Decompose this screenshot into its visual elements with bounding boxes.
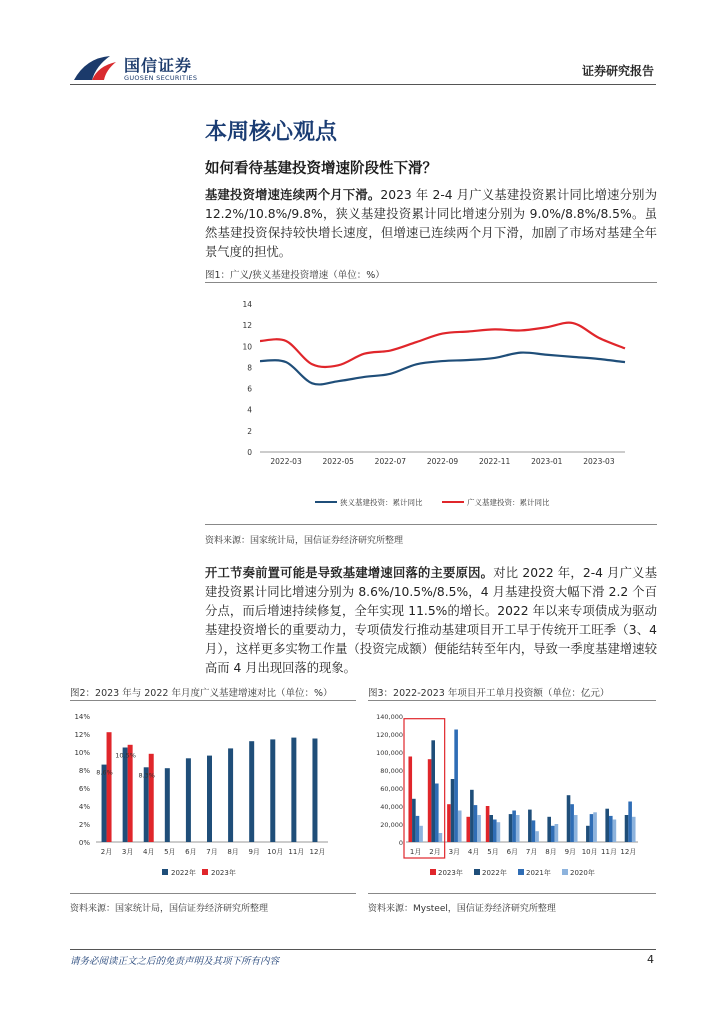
fig2-top-rule — [70, 700, 356, 701]
fig2-bar-2022 — [165, 768, 170, 842]
subtitle: 如何看待基建投资增速阶段性下滑？ — [205, 161, 437, 177]
fig2-legend-label-2022: 2022年 — [171, 869, 196, 877]
fig3-legend-swatch-2021年 — [518, 869, 524, 875]
fig3-bar-2021年 — [590, 814, 594, 842]
fig1-x-tick-label: 2023-01 — [531, 457, 563, 466]
fig2-x-tick-label: 9月 — [248, 848, 260, 856]
fig2-x-tick-label: 4月 — [142, 848, 155, 856]
fig2-y-tick-label: 2% — [78, 821, 90, 829]
fig1-y-tick-label: 10 — [242, 342, 252, 352]
fig3-bar-2022年 — [489, 815, 493, 842]
paragraph-1-body: 2023 年 2-4 月广义基建投资累计同比增速分别为 12.2%/10.8%/9.8%，狭义基建投资累计同比增速分别为 9.0%/8.8%/8.5%。虽然基建投资保持较快增长速度，但增速已连续两个月下滑，加剧了市场对基建全年景气度的担忧。 — [205, 188, 657, 259]
fig3-bar-2020年 — [613, 820, 617, 843]
page-number: 4 — [647, 953, 654, 966]
fig1-x-tick-label: 2022-09 — [426, 457, 459, 466]
paragraph-1-lead: 基建投资增速连续两个月下滑。 — [205, 188, 381, 202]
fig3-bar-2022年 — [509, 814, 513, 842]
fig3-x-tick-label: 9月 — [564, 848, 577, 856]
fig3-bar-2021年 — [609, 816, 613, 842]
fig3-x-tick-label: 3月 — [448, 848, 461, 856]
fig3-bar-2023年 — [408, 757, 412, 843]
fig1-y-tick-label: 0 — [247, 448, 252, 457]
fig3-x-tick-label: 6月 — [506, 848, 519, 856]
fig1-legend-label-narrow: 狭义基建投资：累计同比 — [340, 498, 423, 507]
fig2-bar-2022 — [270, 739, 275, 842]
fig1-line-chart — [205, 288, 657, 518]
fig1-x-tick-label: 2022-11 — [478, 457, 511, 466]
fig2-bar-2023 — [149, 754, 154, 842]
fig2-bar-2022 — [123, 748, 128, 843]
fig3-bar-2020年 — [497, 822, 501, 842]
fig3-bar-2021年 — [435, 784, 439, 843]
fig3-x-tick-label: 7月 — [525, 848, 538, 856]
fig3-bar-2021年 — [474, 805, 478, 842]
fig3-bar-2021年 — [570, 804, 574, 842]
fig2-bar-chart — [70, 706, 356, 888]
fig1-y-tick-label: 4 — [247, 405, 252, 415]
fig3-bar-2022年 — [528, 810, 532, 842]
fig3-y-tick-label: 0 — [398, 839, 403, 847]
fig3-legend-label-2021年: 2021年 — [526, 869, 551, 877]
fig3-top-rule — [368, 700, 656, 701]
fig1-x-tick-label: 2023-03 — [583, 457, 615, 466]
fig3-bar-2020年 — [593, 812, 597, 842]
fig2-data-label: 8.3% — [138, 771, 155, 780]
fig1-legend-label-broad: 广义基建投资：累计同比 — [467, 498, 550, 507]
fig3-legend-label-2023年: 2023年 — [438, 869, 463, 877]
fig2-bar-2022 — [291, 738, 296, 842]
fig1-x-tick-label: 2022-07 — [374, 457, 407, 466]
fig3-bottom-rule — [368, 893, 656, 894]
fig2-x-tick-label: 10月 — [267, 848, 284, 856]
fig1-series-line-narrow — [260, 353, 625, 385]
fig2-bar-2022 — [186, 758, 191, 842]
fig2-caption: 图2：2023 年与 2022 年月度广义基建增速对比（单位：%） — [70, 688, 333, 699]
fig2-y-tick-label: 12% — [74, 731, 90, 739]
fig3-bar-2022年 — [547, 817, 551, 842]
footer-disclaimer: 请务必阅读正文之后的免责声明及其项下所有内容 — [70, 956, 280, 967]
fig1-y-tick-label: 14 — [242, 300, 252, 309]
company-name-cn: 国信证券 — [124, 56, 193, 75]
paragraph-2-lead: 开工节奏前置可能是导致基建增速回落的主要原因。 — [205, 566, 494, 580]
fig3-y-tick-label: 40,000 — [380, 803, 403, 811]
company-name-en: GUOSEN SECURITIES — [124, 74, 198, 82]
fig2-source: 资料来源：国家统计局，国信证券经济研究所整理 — [70, 904, 269, 914]
fig3-x-tick-label: 10月 — [581, 848, 598, 856]
fig2-x-tick-label: 11月 — [288, 848, 305, 856]
section-title: 本周核心观点 — [205, 120, 338, 145]
fig3-caption: 图3：2022-2023 年项目开工单月投资额（单位：亿元） — [368, 688, 610, 699]
fig1-caption: 图1：广义/狭义基建投资增速（单位：%） — [205, 270, 385, 281]
fig2-legend-label-2023: 2023年 — [211, 869, 236, 877]
paragraph-2-body: 对比 2022 年，2-4 月广义基建投资累计同比增速分别为 8.6%/10.5%/8.5%，4 月基建投资大幅下滑 2.2 个百分点，而后增速持续修复，全年实现 11.5%的增长。2022 年以来专项债成为驱动基建投资增长的重要动力，专项债发行推动基建项目开工早于传统开工旺季（3、4 月），这样更多实物工作量（投资完成额）便能结转至年内，导致一季度基建增速较高而 4 月出现回落的现象。 — [205, 566, 657, 675]
fig2-data-label: 8.6% — [96, 768, 113, 777]
fig3-bar-2021年 — [512, 811, 516, 843]
fig3-legend-swatch-2022年 — [474, 869, 480, 875]
fig3-bar-2020年 — [555, 824, 559, 842]
header-divider — [70, 84, 656, 85]
fig2-x-tick-label: 8月 — [227, 848, 239, 856]
fig3-x-tick-label: 5月 — [487, 848, 499, 856]
fig3-bar-2023年 — [447, 804, 451, 842]
fig2-y-tick-label: 8% — [78, 767, 90, 775]
logo-mark-icon — [70, 52, 120, 84]
fig3-bar-2023年 — [486, 806, 490, 842]
paragraph-2 — [205, 564, 657, 678]
fig3-x-tick-label: 8月 — [545, 848, 557, 856]
fig3-bar-2022年 — [431, 740, 435, 842]
report-type: 证券研究报告 — [581, 64, 654, 78]
fig2-y-tick-label: 6% — [78, 785, 90, 793]
fig2-legend-swatch-2023 — [202, 869, 208, 875]
fig3-legend-label-2020年: 2020年 — [570, 869, 595, 877]
fig2-y-tick-label: 4% — [78, 803, 90, 811]
fig2-bar-2022 — [207, 756, 212, 842]
fig3-bar-2021年 — [551, 826, 555, 842]
fig3-bar-2023年 — [428, 759, 432, 842]
fig2-x-tick-label: 7月 — [206, 848, 218, 856]
fig2-legend-swatch-2022 — [162, 869, 168, 875]
fig2-y-tick-label: 0% — [78, 839, 90, 847]
fig3-bar-2020年 — [535, 831, 539, 842]
fig3-bar-2020年 — [632, 817, 636, 842]
fig2-x-tick-label: 12月 — [309, 848, 326, 856]
footer-divider — [70, 949, 656, 950]
fig1-x-tick-label: 2022-03 — [270, 457, 302, 466]
fig3-bar-2020年 — [574, 815, 578, 842]
fig3-x-tick-label: 11月 — [601, 848, 617, 856]
fig3-legend-swatch-2023年 — [430, 869, 436, 875]
fig3-y-tick-label: 120,000 — [376, 731, 403, 739]
fig3-bar-2022年 — [567, 795, 571, 842]
fig3-y-tick-label: 140,000 — [376, 713, 403, 721]
fig3-bar-chart — [368, 706, 656, 888]
fig3-bar-2020年 — [516, 815, 520, 842]
fig3-bar-2022年 — [470, 790, 474, 842]
fig3-bar-2021年 — [416, 816, 420, 842]
fig3-bar-2021年 — [454, 730, 458, 843]
fig3-y-tick-label: 100,000 — [376, 749, 403, 757]
fig3-bar-2021年 — [532, 820, 536, 842]
fig3-x-tick-label: 4月 — [467, 848, 480, 856]
fig3-bar-2020年 — [419, 826, 423, 842]
fig2-data-label: 10.5% — [115, 751, 136, 760]
fig3-bar-2022年 — [605, 809, 609, 842]
fig3-source: 资料来源：Mysteel，国信证券经济研究所整理 — [368, 904, 556, 914]
fig3-y-tick-label: 80,000 — [380, 767, 403, 775]
fig1-y-tick-label: 12 — [242, 321, 252, 331]
fig3-bar-2022年 — [451, 779, 455, 842]
fig3-y-tick-label: 20,000 — [380, 821, 403, 829]
paragraph-1 — [205, 186, 657, 262]
fig3-bar-2021年 — [628, 802, 632, 843]
fig2-y-tick-label: 14% — [74, 713, 90, 721]
fig1-source: 资料来源：国家统计局，国信证券经济研究所整理 — [205, 536, 404, 546]
fig3-bar-2020年 — [458, 811, 462, 843]
fig3-x-tick-label: 1月 — [409, 848, 422, 856]
fig3-bar-2022年 — [625, 815, 629, 842]
fig2-bar-2023 — [107, 732, 112, 842]
fig3-x-tick-label: 12月 — [620, 848, 637, 856]
fig1-y-tick-label: 6 — [247, 384, 252, 394]
fig3-bar-2022年 — [412, 799, 416, 842]
fig3-x-tick-label: 2月 — [429, 848, 441, 856]
fig2-bottom-rule — [70, 893, 356, 894]
fig3-bar-2020年 — [477, 815, 481, 842]
company-logo — [70, 52, 210, 86]
fig2-bar-2022 — [228, 748, 233, 842]
fig1-x-tick-label: 2022-05 — [322, 457, 354, 466]
fig3-bar-2020年 — [439, 833, 443, 842]
fig2-bar-2022 — [249, 741, 254, 842]
fig3-bar-2022年 — [586, 826, 590, 842]
fig3-bar-2021年 — [493, 820, 497, 843]
fig1-y-tick-label: 2 — [247, 426, 252, 436]
fig3-y-tick-label: 60,000 — [380, 785, 403, 793]
fig1-bottom-rule — [205, 524, 657, 525]
fig2-x-tick-label: 6月 — [185, 848, 197, 856]
fig3-legend-label-2022年: 2022年 — [482, 869, 507, 877]
fig2-x-tick-label: 3月 — [121, 848, 134, 856]
fig3-legend-swatch-2020年 — [562, 869, 568, 875]
fig2-bar-2022 — [312, 739, 317, 843]
fig3-bar-2023年 — [466, 817, 470, 842]
fig1-y-tick-label: 8 — [247, 363, 252, 373]
fig2-x-tick-label: 5月 — [164, 848, 176, 856]
fig2-x-tick-label: 2月 — [100, 848, 113, 856]
fig2-y-tick-label: 10% — [74, 749, 90, 757]
fig1-top-rule — [205, 282, 657, 283]
